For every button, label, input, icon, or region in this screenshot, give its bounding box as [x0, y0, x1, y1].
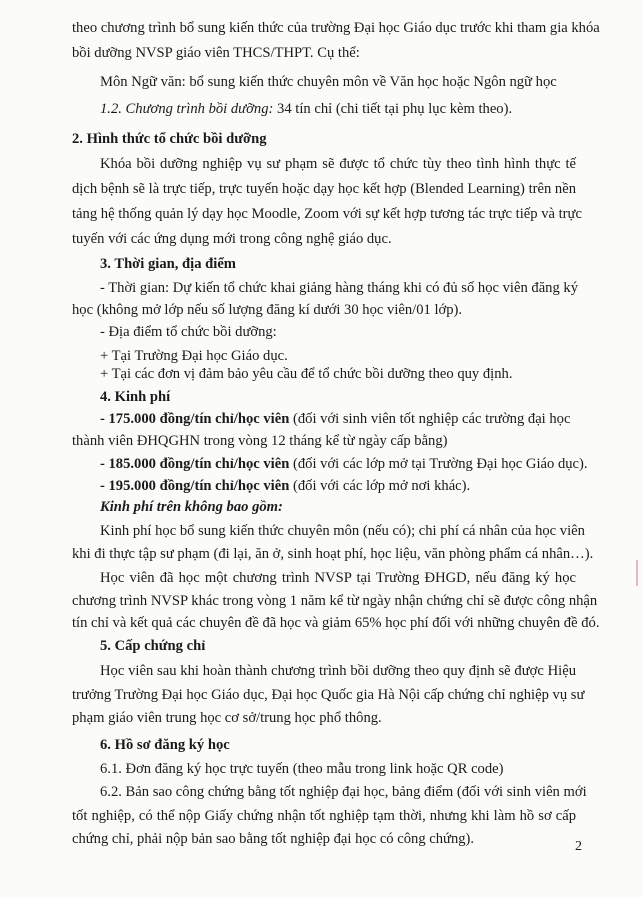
subsection-label: 1.2. Chương trình bồi dưỡng: — [100, 101, 274, 117]
text-line: theo chương trình bổ sung kiến thức của trường Đại học Giáo dục trước khi tham gia khóa — [72, 20, 600, 36]
text-line: bồi dưỡng NVSP giáo viên THCS/THPT. Cụ thể: — [72, 45, 360, 61]
margin-stamp-mark — [636, 560, 638, 586]
text-line: + Tại Trường Đại học Giáo dục. — [100, 348, 288, 364]
text-line — [100, 476, 643, 496]
text-line: trưởng Trường Đại học Giáo dục, Đại học Quốc gia Hà Nội cấp chứng chỉ nghiệp vụ sư — [72, 687, 585, 703]
text-line: khi đi thực tập sư phạm (đi lại, ăn ở, sinh hoạt phí, học liệu, văn phòng phẩm cá nhân…). — [72, 546, 594, 562]
text-line — [100, 99, 643, 119]
text-line: Môn Ngữ văn: bổ sung kiến thức chuyên môn về Văn học hoặc Ngôn ngữ học — [100, 74, 557, 90]
text-line: 6.2. Bản sao công chứng bằng tốt nghiệp đại học, bảng điểm (đối với sinh viên mới — [100, 784, 587, 800]
text-line: - Địa điểm tổ chức bồi dưỡng: — [100, 324, 277, 340]
text-span: (đối với các lớp mở tại Trường Đại học Giáo dục). — [289, 456, 588, 472]
text-line — [100, 409, 643, 429]
section-heading: 2. Hình thức tổ chức bồi dưỡng — [72, 131, 267, 147]
text-line: thành viên ĐHQGHN trong vòng 12 tháng kể từ ngày cấp bằng) — [72, 433, 448, 449]
fee-amount: - 185.000 đồng/tín chỉ/học viên — [100, 456, 290, 472]
text-span: (đối với sinh viên tốt nghiệp các trường đại học — [289, 411, 571, 427]
text-line: Học viên đã học một chương trình NVSP tại Trường ĐHGD, nếu đăng ký học — [100, 570, 576, 586]
text-line: chương trình NVSP khác trong vòng 1 năm kể từ ngày nhận chứng chỉ sẽ được công nhận — [72, 593, 598, 609]
text-line: chứng chỉ, phải nộp bản sao bằng tốt nghiệp đại học có công chứng). — [72, 831, 475, 847]
text-line — [100, 454, 643, 474]
section-heading: 4. Kinh phí — [100, 389, 171, 405]
text-line: Học viên sau khi hoàn thành chương trình bồi dưỡng theo quy định sẽ được Hiệu — [100, 663, 576, 679]
text-span: (đối với các lớp mở nơi khác). — [289, 478, 471, 494]
section-heading: 5. Cấp chứng chỉ — [100, 638, 206, 654]
text-span: 34 tín chỉ (chi tiết tại phụ lục kèm theo). — [273, 101, 513, 117]
section-heading: 3. Thời gian, địa điểm — [100, 256, 236, 272]
text-line: + Tại các đơn vị đảm bảo yêu cầu để tổ chức bồi dưỡng theo quy định. — [100, 366, 513, 382]
note-heading: Kinh phí trên không bao gồm: — [100, 499, 283, 515]
text-line: Khóa bồi dưỡng nghiệp vụ sư phạm sẽ được tổ chức tùy theo tình hình thực tế — [100, 156, 576, 172]
text-line: tín chỉ và kết quả các chuyên đề đã học và giảm 65% học phí đối với những chuyên đề đó. — [72, 615, 600, 631]
text-line: Kinh phí học bổ sung kiến thức chuyên môn (nếu có); chi phí cá nhân của học viên — [100, 523, 585, 539]
text-line: 6.1. Đơn đăng ký học trực tuyến (theo mẫu trong link hoặc QR code) — [100, 761, 504, 777]
page-number: 2 — [575, 839, 582, 854]
fee-amount: - 175.000 đồng/tín chỉ/học viên — [100, 411, 290, 427]
fee-amount: - 195.000 đồng/tín chỉ/học viên — [100, 478, 290, 494]
text-line: tốt nghiệp, có thể nộp Giấy chứng nhận tốt nghiệp tạm thời, nhưng khi làm hồ sơ cấp — [72, 808, 576, 824]
text-line: dịch bệnh sẽ là trực tiếp, trực tuyến hoặc dạy học kết hợp (Blended Learning) trên nền — [72, 181, 576, 197]
text-line: học (không mở lớp nếu số lượng đăng kí dưới 30 học viên/01 lớp). — [72, 302, 463, 318]
text-line: - Thời gian: Dự kiến tổ chức khai giảng hàng tháng khi có đủ số học viên đăng ký — [100, 280, 579, 296]
text-line: tảng hệ thống quản lý dạy học Moodle, Zoom với sự kết hợp tương tác trực tiếp và trực — [72, 206, 582, 222]
section-heading: 6. Hồ sơ đăng ký học — [100, 737, 230, 753]
text-line: tuyến với các ứng dụng mới trong công nghệ giáo dục. — [72, 231, 392, 247]
text-line: phạm giáo viên trung học cơ sở/trung học phổ thông. — [72, 710, 382, 726]
